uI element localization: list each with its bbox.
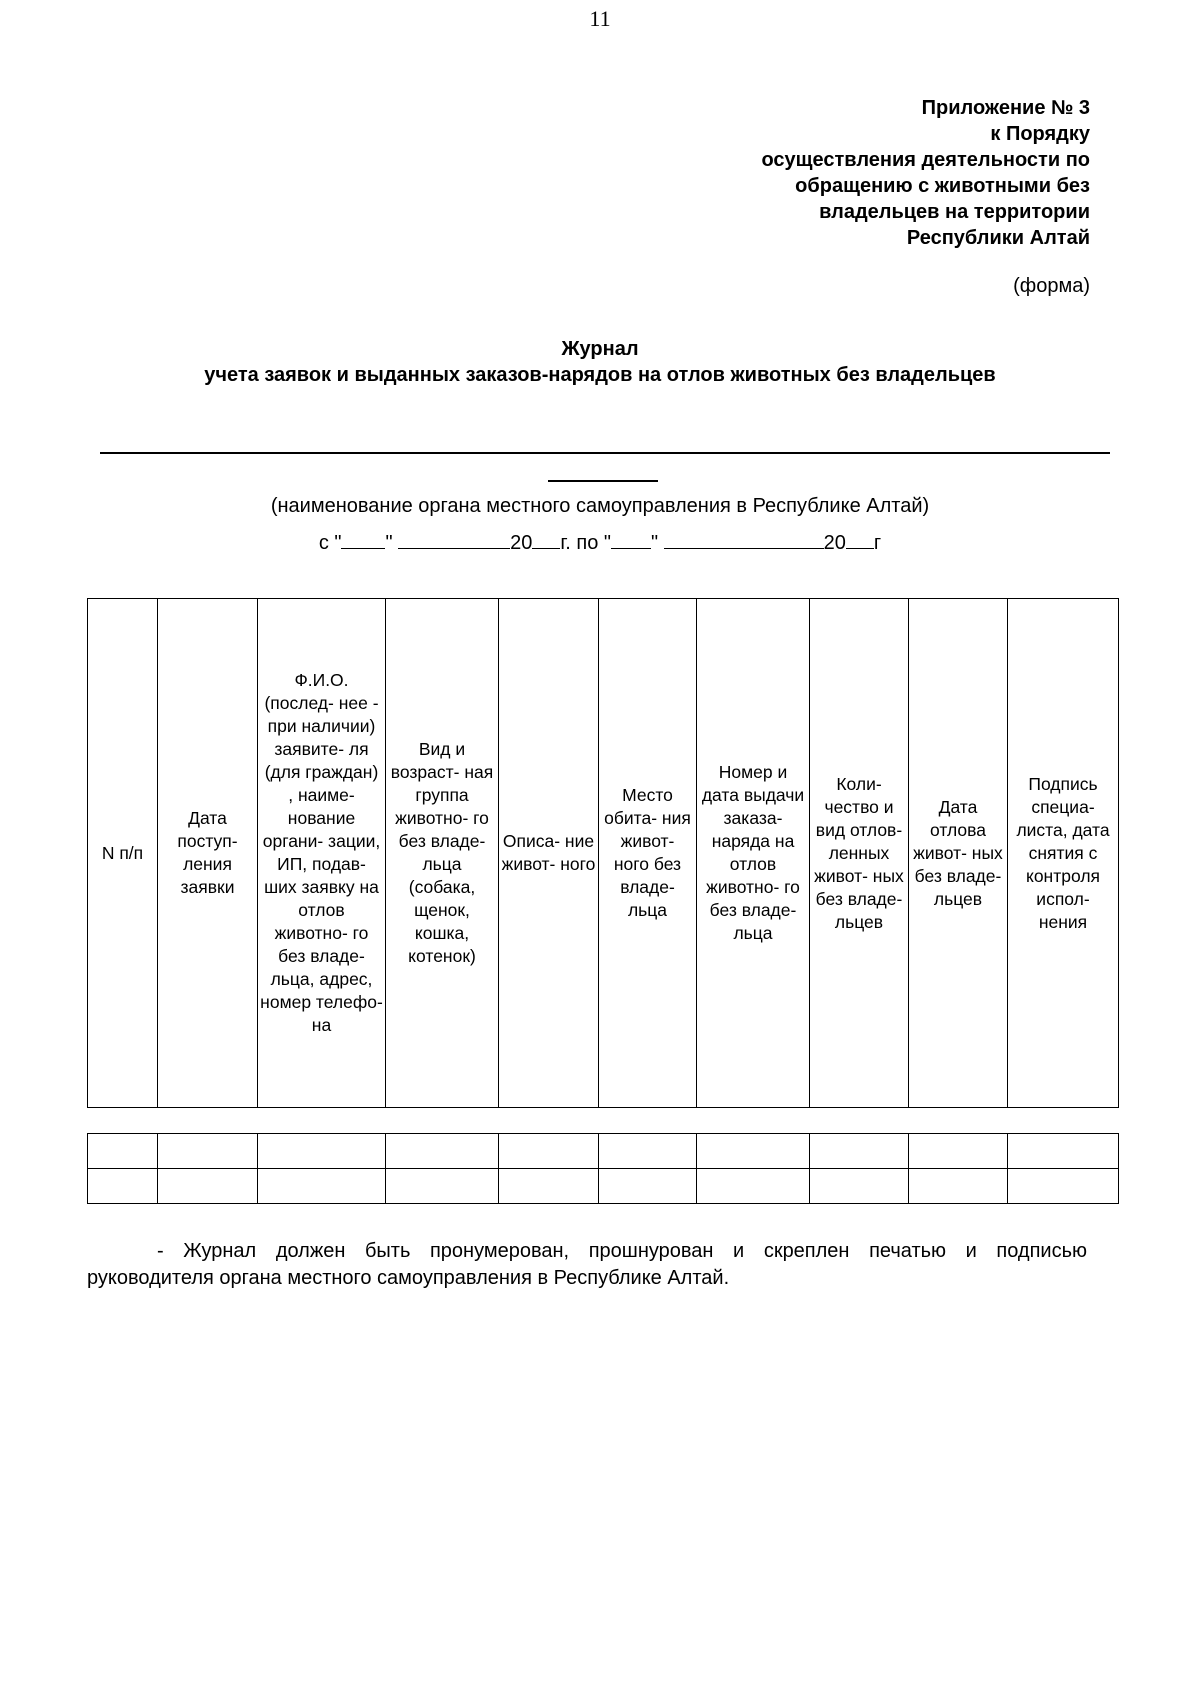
table-cell[interactable] xyxy=(386,1134,499,1169)
table-cell[interactable] xyxy=(258,1169,386,1204)
table-cell[interactable] xyxy=(599,1169,697,1204)
year-prefix-from: 20 xyxy=(510,532,533,554)
table-cell[interactable] xyxy=(258,1134,386,1169)
table-cell[interactable] xyxy=(810,1169,909,1204)
appendix-header xyxy=(610,95,1090,251)
table-cell[interactable] xyxy=(810,1134,909,1169)
form-label: (форма) xyxy=(1013,275,1090,297)
table-cell[interactable] xyxy=(1008,1134,1119,1169)
note-line-1: - Журнал должен быть пронумерован, прошнурован и скреплен печатью и подписью xyxy=(157,1240,1087,1262)
appendix-line: Республики Алтай xyxy=(906,227,1090,249)
period-line xyxy=(0,530,1200,555)
period-end: г xyxy=(873,532,882,554)
journal-title: Журнал xyxy=(561,338,639,360)
table-cell[interactable] xyxy=(158,1169,258,1204)
month-to-blank xyxy=(664,530,824,549)
column-header-animal-type: Вид и возраст- ная группа животно- го без владе- льца (собака, щенок, кошка, котенок) xyxy=(386,599,499,1108)
day-from-blank xyxy=(341,530,385,549)
table-cell[interactable] xyxy=(386,1169,499,1204)
org-caption: (наименование органа местного самоуправления в Республике Алтай) xyxy=(270,495,930,517)
column-header-habitat: Место обита- ния живот- ного без владе- льца xyxy=(599,599,697,1108)
period-to-prefix: г. по " xyxy=(560,532,611,554)
appendix-line: осуществления деятельности по xyxy=(761,149,1090,171)
table-cell[interactable] xyxy=(697,1169,810,1204)
journal-entries-table xyxy=(87,1133,1119,1204)
table-row xyxy=(88,1134,1119,1169)
appendix-line: обращению с животными без xyxy=(795,175,1090,197)
day-to-blank xyxy=(611,530,651,549)
journal-subtitle: учета заявок и выданных заказов-нарядов на отлов животных без владельцев xyxy=(204,364,996,386)
quote-close: " xyxy=(650,532,659,554)
column-header-number: N п/п xyxy=(88,599,158,1108)
table-cell[interactable] xyxy=(499,1134,599,1169)
table-cell[interactable] xyxy=(88,1169,158,1204)
table-cell[interactable] xyxy=(158,1134,258,1169)
year-from-blank xyxy=(532,530,560,549)
column-header-signature: Подпись специа- листа, дата снятия с контроля испол- нения xyxy=(1008,599,1119,1108)
journal-note xyxy=(87,1238,1087,1292)
appendix-line: к Порядку xyxy=(990,123,1090,145)
org-name-line xyxy=(100,452,1110,454)
table-cell[interactable] xyxy=(909,1134,1008,1169)
table-row xyxy=(88,1169,1119,1204)
header-row xyxy=(88,599,1119,1108)
column-header-description: Описа- ние живот- ного xyxy=(499,599,599,1108)
column-header-applicant: Ф.И.О. (послед- нее - при наличии) заявите- ля (для граждан) , наиме- нование органи- зации, ИП, подав- ших заявку на отлов животно- го без владе- льца, адрес, номер телефо- на xyxy=(258,599,386,1108)
column-header-caught-count: Коли- чество и вид отлов- ленных живот- ных без владе- льцев xyxy=(810,599,909,1108)
org-name-short-line xyxy=(548,480,658,482)
journal-title-block xyxy=(0,336,1200,388)
page-number: 11 xyxy=(589,6,611,31)
column-header-catch-date: Дата отлова живот- ных без владе- льцев xyxy=(909,599,1008,1108)
appendix-line: Приложение № 3 xyxy=(921,97,1090,119)
month-from-blank xyxy=(398,530,510,549)
table-cell[interactable] xyxy=(697,1134,810,1169)
year-prefix-to: 20 xyxy=(823,532,846,554)
year-to-blank xyxy=(846,530,874,549)
table-cell[interactable] xyxy=(499,1169,599,1204)
table-cell[interactable] xyxy=(1008,1169,1119,1204)
column-header-request-date: Дата поступ- ления заявки xyxy=(158,599,258,1108)
journal-header-table xyxy=(87,598,1119,1108)
table-cell[interactable] xyxy=(599,1134,697,1169)
appendix-line: владельцев на территории xyxy=(819,201,1090,223)
period-from-prefix: с " xyxy=(318,532,342,554)
note-line-2: руководителя органа местного самоуправления в Республике Алтай. xyxy=(87,1267,730,1289)
column-header-order: Номер и дата выдачи заказа- наряда на отлов животно- го без владе- льца xyxy=(697,599,810,1108)
quote-close: " xyxy=(385,532,393,554)
table-cell[interactable] xyxy=(909,1169,1008,1204)
table-cell[interactable] xyxy=(88,1134,158,1169)
